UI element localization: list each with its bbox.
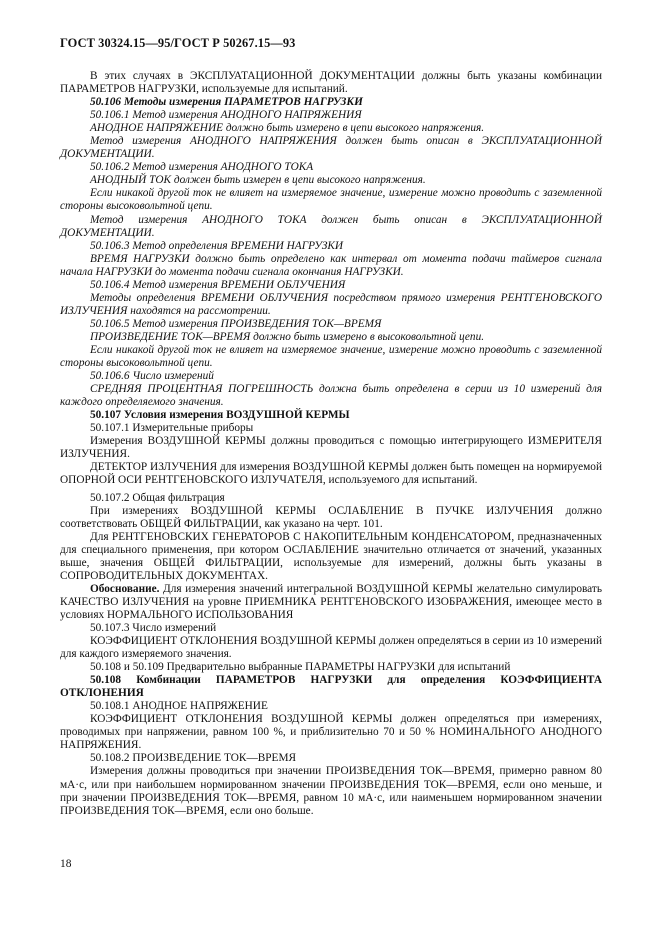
paragraph-text: Для РЕНТГЕНОВСКИХ ГЕНЕРАТОРОВ С НАКОПИТЕЛЬНЫМ КОНДЕНСАТОРОМ, предназначенных для специального применения, при котором ОСЛАБЛЕНИЕ значительно отличается от значений, указанных выше, значения ОБЩЕЙ ФИЛЬТРАЦИИ, используемые для измерений, должны быть указаны в СОПРОВОДИТЕЛЬНЫХ ДОКУМЕНТАХ. (60, 530, 602, 582)
paragraph-text: 50.108.2 ПРОИЗВЕДЕНИЕ ТОК—ВРЕМЯ (90, 752, 297, 765)
paragraph (60, 344, 602, 370)
paragraph-text: КОЭФФИЦИЕНТ ОТКЛОНЕНИЯ ВОЗДУШНОЙ КЕРМЫ должен определяться в серии из 10 измерений для каждого измеряемого значения. (60, 635, 602, 661)
paragraph (60, 161, 602, 174)
paragraph (60, 661, 602, 674)
paragraph (60, 765, 602, 817)
paragraph (60, 109, 602, 122)
paragraph (60, 174, 602, 187)
paragraph-text: Метод измерения АНОДНОГО ТОКА должен быть описан в ЭКСПЛУАТАЦИОННОЙ ДОКУМЕНТАЦИИ. (60, 213, 602, 239)
document-body (60, 70, 602, 818)
paragraph-text: В этих случаях в ЭКСПЛУАТАЦИОННОЙ ДОКУМЕНТАЦИИ должны быть указаны комбинации ПАРАМЕТРОВ НАГРУЗКИ, используемые для испытаний. (60, 70, 602, 96)
paragraph-text: Методы определения ВРЕМЕНИ ОБЛУЧЕНИЯ посредством прямого измерения РЕНТГЕНОВСКОГО ИЗЛУЧЕНИЯ находятся на рассмотрении. (60, 291, 602, 317)
paragraph (60, 435, 602, 461)
paragraph-text: 50.108 и 50.109 Предварительно выбранные ПАРАМЕТРЫ НАГРУЗКИ для испытаний (90, 661, 511, 674)
paragraph (60, 674, 602, 700)
paragraph (60, 240, 602, 253)
paragraph (60, 635, 602, 661)
paragraph-text: 50.106.3 Метод определения ВРЕМЕНИ НАГРУЗКИ (90, 239, 344, 252)
paragraph (60, 331, 602, 344)
paragraph-text: АНОДНОЕ НАПРЯЖЕНИЕ должно быть измерено в цепи высокого напряжения. (90, 122, 485, 135)
paragraph-text: Если никакой другой ток не влияет на измеряемое значение, измерение можно проводить с заземленной стороны высоковольтной цепи. (60, 343, 602, 370)
paragraph (60, 492, 602, 505)
paragraph (60, 253, 602, 279)
paragraph-text: СРЕДНЯЯ ПРОЦЕНТНАЯ ПОГРЕШНОСТЬ должна быть определена в серии из 10 измерений для каждого определяемого значения. (60, 383, 602, 409)
paragraph-text: 50.107.1 Измерительные приборы (90, 422, 254, 435)
paragraph (60, 318, 602, 331)
page-number: 18 (60, 858, 72, 870)
paragraph-text: ДЕТЕКТОР ИЗЛУЧЕНИЯ для измерения ВОЗДУШНОЙ КЕРМЫ должен быть помещен на нормируемой ОПОРНОЙ ОСИ РЕНТГЕНОВСКОГО ИЗЛУЧАТЕЛЯ, используемого для испытаний. (60, 461, 602, 487)
paragraph-text: Измерения ВОЗДУШНОЙ КЕРМЫ должны проводиться с помощью интегрирующего ИЗМЕРИТЕЛЯ ИЗЛУЧЕНИЯ. (60, 435, 602, 461)
paragraph (60, 279, 602, 292)
paragraph-text: 50.106.5 Метод измерения ПРОИЗВЕДЕНИЯ ТОК—ВРЕМЯ (90, 317, 382, 330)
paragraph (60, 700, 602, 713)
paragraph-text: 50.107 Условия измерения ВОЗДУШНОЙ КЕРМЫ (90, 409, 350, 422)
paragraph-text: ПРОИЗВЕДЕНИЕ ТОК—ВРЕМЯ должно быть измерено в высоковольтной цепи. (90, 330, 485, 343)
paragraph-text: 50.106.1 Метод измерения АНОДНОГО НАПРЯЖЕНИЯ (90, 109, 362, 122)
paragraph (60, 752, 602, 765)
paragraph (60, 383, 602, 409)
paragraph-text: 50.107.2 Общая фильтрация (90, 491, 225, 504)
paragraph-text: 50.106.4 Метод измерения ВРЕМЕНИ ОБЛУЧЕНИЯ (90, 278, 346, 291)
paragraph-text: Метод измерения АНОДНОГО НАПРЯЖЕНИЯ должен быть описан в ЭКСПЛУАТАЦИОННОЙ ДОКУМЕНТАЦИИ. (60, 135, 602, 161)
paragraph-text: КОЭФФИЦИЕНТ ОТКЛОНЕНИЯ ВОЗДУШНОЙ КЕРМЫ должен определяться при измерениях, проводимых при напряжении, равном 100 %, и приблизительно 70 и 50 % НОМИНАЛЬНОГО АНОДНОГО НАПРЯЖЕНИЯ. (60, 713, 602, 752)
paragraph (60, 583, 602, 622)
paragraph (60, 713, 602, 752)
paragraph-text: 50.106.2 Метод измерения АНОДНОГО ТОКА (90, 161, 314, 174)
paragraph-text: 50.106.6 Число измерений (90, 370, 214, 383)
paragraph (60, 409, 602, 422)
paragraph (60, 70, 602, 96)
paragraph (60, 96, 602, 109)
paragraph (60, 622, 602, 635)
paragraph (60, 214, 602, 240)
running-header: ГОСТ 30324.15—95/ГОСТ Р 50267.15—93 (60, 36, 296, 50)
paragraph (60, 187, 602, 213)
paragraph-text: Измерения должны проводиться при значении ПРОИЗВЕДЕНИЯ ТОК—ВРЕМЯ, примерно равном 80 мА·с, или при наибольшем нормированном значении ПРОИЗВЕДЕНИЯ ТОК—ВРЕМЯ, если оно меньше, и при значении ПРОИЗВЕДЕНИЯ ТОК—ВРЕМЯ, равном 10 мА·с, или наименьшем нормированном значении ПРОИЗВЕДЕНИЯ ТОК—ВРЕМЯ, если оно больше. (60, 765, 602, 817)
paragraph-text: Для измерения значений интегральной ВОЗДУШНОЙ КЕРМЫ желательно симулировать КАЧЕСТВО ИЗЛУЧЕНИЯ на уровне ПРИЕМНИКА РЕНТГЕНОВСКОГО ИЗОБРАЖЕНИЯ, имеющее место в условиях НОРМАЛЬНОГО ИСПОЛЬЗОВАНИЯ (60, 582, 602, 621)
paragraph-text: ВРЕМЯ НАГРУЗКИ должно быть определено как интервал от момента подачи таймеров сигнала начала НАГРУЗКИ до момента подачи сигнала окончания НАГРУЗКИ. (60, 252, 602, 278)
paragraph-text: 50.107.3 Число измерений (90, 621, 217, 634)
paragraph-text: 50.108 Комбинации ПАРАМЕТРОВ НАГРУЗКИ для определения КОЭФФИЦИЕНТА ОТКЛОНЕНИЯ (60, 674, 602, 700)
paragraph-text: Если никакой другой ток не влияет на измеряемое значение, измерение можно проводить с заземленной стороны высоковольтной цепи. (60, 187, 602, 213)
paragraph-text: При измерениях ВОЗДУШНОЙ КЕРМЫ ОСЛАБЛЕНИЕ В ПУЧКЕ ИЗЛУЧЕНИЯ должно соответствовать ОБЩЕЙ ФИЛЬТРАЦИИ, как указано на черт. 101. (60, 504, 602, 530)
paragraph-text: 50.106 Методы измерения ПАРАМЕТРОВ НАГРУЗКИ (90, 96, 363, 109)
paragraph-lead: Обоснование. (90, 582, 160, 595)
paragraph-text: 50.108.1 АНОДНОЕ НАПРЯЖЕНИЕ (90, 700, 268, 713)
paragraph (60, 422, 602, 435)
paragraph (60, 531, 602, 583)
paragraph (60, 135, 602, 161)
paragraph (60, 292, 602, 318)
paragraph-text: АНОДНЫЙ ТОК должен быть измерен в цепи высокого напряжения. (90, 174, 426, 187)
paragraph (60, 370, 602, 383)
paragraph (60, 505, 602, 531)
paragraph (60, 122, 602, 135)
paragraph (60, 461, 602, 487)
